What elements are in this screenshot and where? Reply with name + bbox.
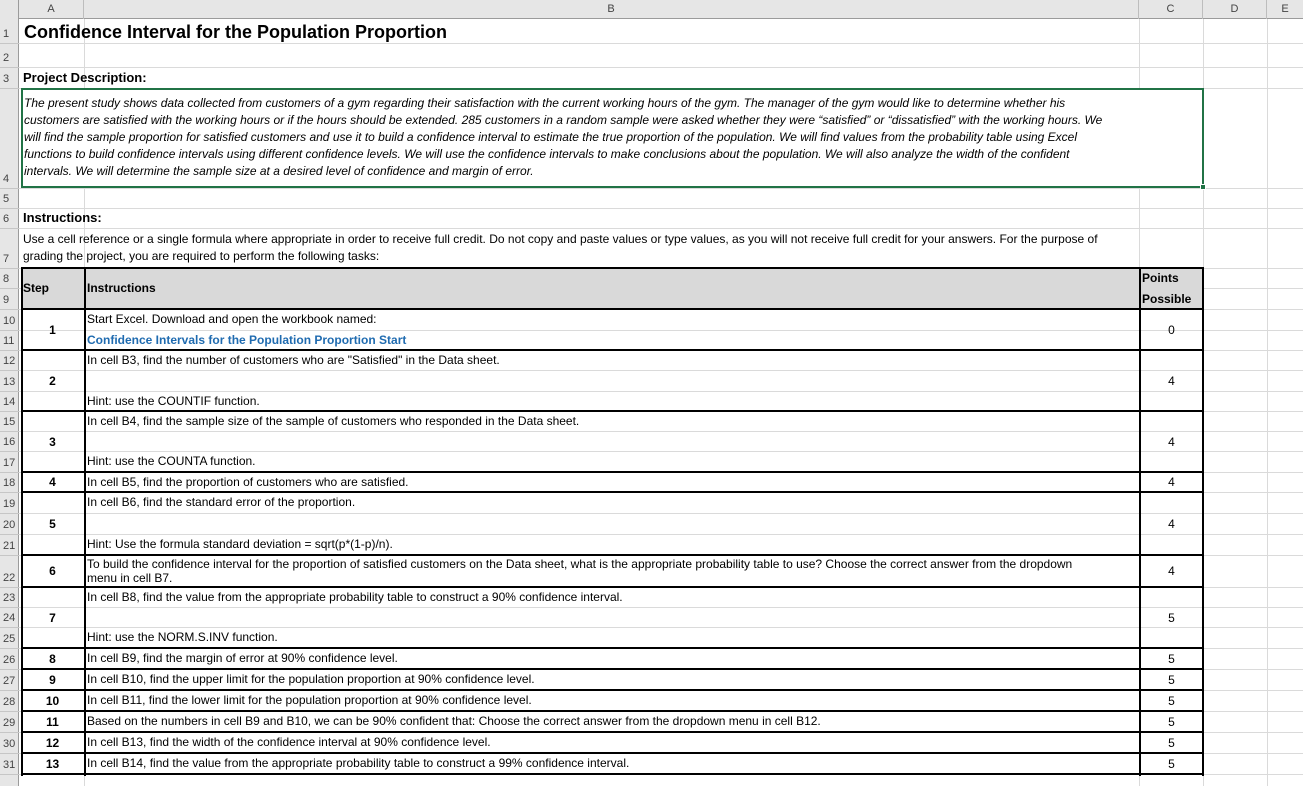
column-header-b[interactable]: B [84, 0, 1139, 19]
row-header[interactable]: 24 [3, 612, 16, 624]
row-header-divider [0, 208, 19, 209]
table-row-border [21, 586, 1204, 588]
row-gridline [19, 391, 1303, 392]
project-description-text [24, 95, 1200, 180]
row-gridline [19, 627, 1303, 628]
step-number: 1 [49, 322, 56, 337]
instruction-line: In cell B14, find the value from the appropriate probability table to construct a 99% confidence interval. [87, 756, 630, 770]
row-header-divider [0, 451, 19, 452]
row-gridline [19, 370, 1303, 371]
table-column-border [1139, 267, 1141, 776]
points-possible: 5 [1168, 714, 1175, 729]
table-row-border [21, 731, 1204, 733]
row-header[interactable]: 23 [3, 592, 16, 604]
table-row-border [21, 349, 1204, 351]
row-header[interactable]: 14 [3, 396, 16, 408]
instruction-line: In cell B11, find the lower limit for the population proportion at 90% confidence level. [87, 693, 532, 707]
table-header-background [21, 268, 1203, 309]
row-gridline [19, 208, 1303, 209]
column-header-c[interactable]: C [1139, 0, 1203, 19]
instruction-line: Based on the numbers in cell B9 and B10, we can be 90% confident that: Choose the correct answer from the dropdown menu in cell B12. [87, 714, 821, 728]
table-border [21, 267, 1204, 269]
instruction-line: In cell B6, find the standard error of the proportion. [87, 495, 356, 509]
fill-handle[interactable] [1200, 184, 1206, 190]
row-header-divider [0, 732, 19, 733]
step-number: 9 [49, 672, 56, 687]
row-header-divider [0, 431, 19, 432]
row-header-divider [0, 268, 19, 269]
row-header[interactable]: 28 [3, 696, 16, 708]
row-header-divider [0, 513, 19, 514]
row-header[interactable]: 8 [3, 273, 10, 285]
instruction-line: In cell B10, find the upper limit for the population proportion at 90% confidence level. [87, 672, 535, 686]
instruction-line: Hint: use the COUNTA function. [87, 454, 256, 468]
row-header[interactable]: 16 [3, 436, 16, 448]
step-number: 8 [49, 651, 56, 666]
row-header[interactable]: 9 [3, 294, 10, 306]
row-header[interactable]: 5 [3, 193, 10, 205]
row-header-divider [0, 690, 19, 691]
instruction-line: Hint: Use the formula standard deviation = sqrt(p*(1-p)/n). [87, 537, 393, 551]
step-number: 7 [49, 610, 56, 625]
description-line: customers are satisfied with the working hours or if the hours should be extended. 285 customers in a random sample were asked whether they were “satisfied” or “dissatisfied” with the working hours. We [24, 113, 1103, 127]
row-header[interactable]: 20 [3, 519, 16, 531]
row-header[interactable]: 30 [3, 738, 16, 750]
row-gridline [19, 451, 1303, 452]
row-header-divider [0, 648, 19, 649]
row-header-divider [0, 67, 19, 68]
instruction-line: In cell B9, find the margin of error at 90% confidence level. [87, 651, 398, 665]
row-header-divider [0, 492, 19, 493]
step-number: 6 [49, 564, 56, 578]
row-header[interactable]: 22 [3, 572, 16, 584]
step-number: 3 [49, 434, 56, 449]
points-possible: 4 [1168, 564, 1175, 578]
points-possible: 4 [1168, 475, 1175, 489]
row-header-divider [0, 391, 19, 392]
description-line: The present study shows data collected from customers of a gym regarding their satisfaction with the current working hours of the gym. The manager of the gym would like to determine whether his [24, 96, 1066, 110]
row-header-divider [0, 607, 19, 608]
points-possible: 4 [1168, 516, 1175, 531]
table-row-border [21, 647, 1204, 649]
row-gridline [19, 228, 1303, 229]
row-gridline [19, 431, 1303, 432]
description-line: will find the sample proportion for satisfied customers and use it to build a confidence interval to estimate the true proportion of the population. We will find values from the probability table using Excel [24, 130, 1078, 144]
instruction-line: In cell B3, find the number of customers who are "Satisfied" in the Data sheet. [87, 353, 500, 367]
row-header[interactable]: 21 [3, 540, 16, 552]
page-title: Confidence Interval for the Population Proportion [24, 22, 448, 42]
points-possible: 4 [1168, 434, 1175, 449]
points-possible: 5 [1168, 610, 1175, 625]
row-header-divider [0, 228, 19, 229]
row-header-divider [0, 43, 19, 44]
row-header-divider [0, 288, 19, 289]
instructions-label: Instructions: [23, 210, 102, 225]
row-header-divider [0, 587, 19, 588]
instruction-line: Hint: use the COUNTIF function. [87, 394, 260, 408]
instructions-line: grading the project, you are required to perform the following tasks: [23, 249, 380, 263]
row-gridline [19, 43, 1303, 44]
row-header-divider [0, 472, 19, 473]
points-possible: 5 [1168, 756, 1175, 771]
row-header[interactable]: 27 [3, 675, 16, 687]
instruction-line: Start Excel. Download and open the workbook named: [87, 312, 377, 326]
workbook-name-link[interactable]: Confidence Intervals for the Population Proportion Start [87, 333, 407, 347]
row-header[interactable]: 11 [3, 335, 15, 347]
row-header[interactable]: 1 [3, 28, 10, 40]
step-number: 2 [49, 373, 56, 388]
table-header-points-line1: Points [1142, 271, 1179, 285]
row-header[interactable]: 7 [3, 253, 10, 265]
row-gridline [19, 513, 1303, 514]
table-column-border [21, 267, 23, 776]
step-number: 5 [49, 516, 56, 531]
description-line: intervals. We will determine the sample size at a desired level of confidence and margin of error. [24, 164, 534, 178]
project-description-label: Project Description: [23, 70, 147, 85]
points-possible: 4 [1168, 373, 1175, 388]
row-header-divider [0, 88, 19, 89]
row-header[interactable]: 4 [3, 173, 10, 185]
table-row-border [21, 710, 1204, 712]
instructions-text [23, 231, 1198, 265]
table-row-border [21, 410, 1204, 412]
row-header[interactable]: 29 [3, 717, 16, 729]
row-gridline [19, 67, 1303, 68]
table-column-border [84, 267, 86, 776]
row-header[interactable]: 13 [3, 376, 16, 388]
points-possible: 5 [1168, 693, 1175, 708]
points-possible: 5 [1168, 651, 1175, 666]
row-header-divider [0, 330, 19, 331]
select-all-corner[interactable] [0, 0, 19, 19]
row-gridline [19, 188, 1303, 189]
points-possible: 5 [1168, 735, 1175, 750]
table-row-border [21, 491, 1204, 493]
step-number: 13 [45, 756, 60, 771]
row-header-divider [0, 534, 19, 535]
row-header[interactable]: 31 [3, 759, 16, 771]
step-number: 12 [45, 735, 60, 750]
instruction-text [87, 557, 1137, 585]
instruction-line: Hint: use the NORM.S.INV function. [87, 630, 278, 644]
table-border [21, 308, 1204, 310]
table-row-border [21, 689, 1204, 691]
row-header[interactable]: 25 [3, 633, 16, 645]
description-line: functions to build confidence intervals using different confidence levels. We will use the confidence intervals to make conclusions about the population. We will also analyze the width of the confident [24, 147, 1070, 161]
row-header-divider [0, 627, 19, 628]
column-header-d[interactable]: D [1203, 0, 1267, 19]
table-header-step: Step [23, 281, 50, 295]
table-column-border [1202, 267, 1204, 776]
instruction-line: In cell B5, find the proportion of customers who are satisfied. [87, 475, 409, 489]
points-possible: 0 [1168, 322, 1175, 337]
row-header[interactable]: 2 [3, 52, 10, 64]
row-gridline [19, 534, 1303, 535]
column-gridline [1267, 19, 1268, 786]
row-header-divider [0, 411, 19, 412]
row-header-divider [0, 669, 19, 670]
row-header-divider [0, 753, 19, 754]
row-header-divider [0, 555, 19, 556]
points-possible: 5 [1168, 672, 1175, 687]
row-header[interactable]: 19 [3, 498, 16, 510]
row-header[interactable]: 3 [3, 73, 10, 85]
row-header-divider [0, 188, 19, 189]
column-header-a[interactable]: A [19, 0, 84, 19]
table-row-border [21, 554, 1204, 556]
instruction-line: In cell B4, find the sample size of the sample of customers who responded in the Data sheet. [87, 414, 580, 428]
row-header[interactable]: 6 [3, 213, 10, 225]
table-header-instructions: Instructions [87, 281, 156, 295]
table-row-border [21, 773, 1204, 775]
row-gridline [19, 607, 1303, 608]
row-header-divider [0, 350, 19, 351]
table-row-border [21, 471, 1204, 473]
row-gridline [19, 330, 1303, 331]
step-number: 11 [46, 714, 59, 729]
step-number: 4 [49, 475, 56, 489]
instruction-line: menu in cell B7. [87, 571, 173, 585]
table-row-border [21, 668, 1204, 670]
row-header[interactable]: 12 [3, 355, 16, 367]
row-header[interactable]: 10 [3, 315, 16, 327]
table-header-points-line2: Possible [1142, 292, 1192, 306]
instructions-line: Use a cell reference or a single formula where appropriate in order to receive full credit. Do not copy and paste values or type values, as you will not receive full credit for your answers. For the purpose of [23, 232, 1098, 246]
row-header[interactable]: 17 [3, 457, 16, 469]
table-row-border [21, 752, 1204, 754]
row-header[interactable]: 26 [3, 654, 16, 666]
row-header[interactable]: 15 [3, 416, 16, 428]
row-header-divider [0, 370, 19, 371]
step-number: 10 [45, 693, 60, 708]
instruction-line: To build the confidence interval for the proportion of satisfied customers on the Data sheet, what is the appropriate probability table to use? Choose the correct answer from the dropdown [87, 557, 1073, 571]
row-header-divider [0, 774, 19, 775]
row-header[interactable]: 18 [3, 477, 16, 489]
row-header-divider [0, 711, 19, 712]
instruction-line: In cell B13, find the width of the confidence interval at 90% confidence level. [87, 735, 491, 749]
column-header-e[interactable]: E [1281, 3, 1289, 15]
row-header-divider [0, 309, 19, 310]
instruction-line: In cell B8, find the value from the appropriate probability table to construct a 90% confidence interval. [87, 590, 623, 604]
